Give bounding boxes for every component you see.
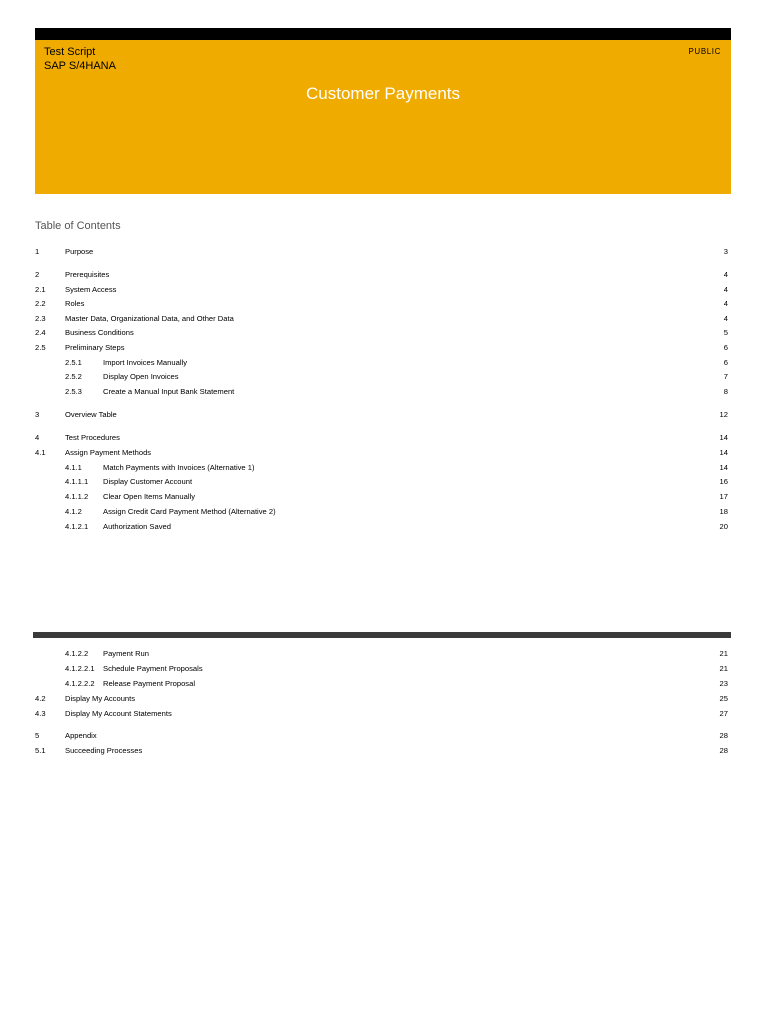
toc-entry-title: Business Conditions — [65, 328, 134, 337]
toc-entry-page-number: 16 — [719, 477, 728, 486]
toc-entry[interactable] — [35, 342, 731, 354]
toc-entry-title: Authorization Saved — [103, 522, 171, 531]
toc-entry-number: 4.1 — [35, 448, 46, 457]
toc-entry[interactable] — [35, 246, 731, 258]
toc-entry[interactable] — [35, 269, 731, 281]
toc-entry[interactable] — [35, 491, 731, 503]
toc-entry-page-number: 14 — [719, 448, 728, 457]
toc-entry[interactable] — [35, 506, 731, 518]
toc-entry-number: 2.1 — [35, 285, 46, 294]
toc-entry-number: 2 — [35, 270, 40, 279]
toc-entry[interactable] — [35, 745, 731, 757]
classification-label: PUBLIC — [688, 47, 721, 56]
toc-entry-title: Test Procedures — [65, 433, 120, 442]
toc-entry-page-number: 4 — [723, 299, 728, 308]
toc-entry-title: Schedule Payment Proposals — [103, 664, 203, 673]
header-black-bar — [35, 28, 731, 40]
toc-entry[interactable] — [35, 371, 731, 383]
toc-entry-title: Assign Payment Methods — [65, 448, 152, 457]
toc-entry-title: System Access — [65, 285, 117, 294]
toc-entry-number: 2.5 — [35, 343, 46, 352]
toc-entry-title: Payment Run — [103, 649, 150, 658]
toc-heading: Table of Contents — [35, 220, 121, 232]
toc-entry-title: Match Payments with Invoices (Alternative 1) — [103, 463, 255, 472]
toc-entry-page-number: 27 — [719, 709, 728, 718]
toc-entry-title: Master Data, Organizational Data, and Other Data — [65, 314, 234, 323]
toc-entry-title: Display Customer Account — [103, 477, 193, 486]
toc-entry-page-number: 20 — [719, 522, 728, 531]
toc-entry[interactable] — [35, 678, 731, 690]
toc-entry-number: 4.1.2.2 — [65, 649, 89, 658]
toc-entry-title: Prerequisites — [65, 270, 110, 279]
toc-entry-page-number: 21 — [719, 664, 728, 673]
toc-entry[interactable] — [35, 693, 731, 705]
toc-entry[interactable] — [35, 521, 731, 533]
toc-entry[interactable] — [35, 313, 731, 325]
toc-entry[interactable] — [35, 432, 731, 444]
toc-entry-page-number: 28 — [719, 731, 728, 740]
toc-entry-number: 4.3 — [35, 709, 46, 718]
toc-entry-page-number: 17 — [719, 492, 728, 501]
toc-entry[interactable] — [35, 327, 731, 339]
toc-entry-number: 2.3 — [35, 314, 46, 323]
toc-entry-number: 2.5.1 — [65, 358, 82, 367]
toc-entry[interactable] — [35, 386, 731, 398]
toc-entry-page-number: 12 — [719, 410, 728, 419]
toc-entry-page-number: 14 — [719, 463, 728, 472]
toc-entry-number: 4.1.2.1 — [65, 522, 89, 531]
toc-entry-title: Preliminary Steps — [65, 343, 125, 352]
toc-entry[interactable] — [35, 708, 731, 720]
toc-entry-page-number: 28 — [719, 746, 728, 755]
toc-entry-page-number: 23 — [719, 679, 728, 688]
toc-entry-title: Assign Credit Card Payment Method (Alternative 2) — [103, 507, 276, 516]
toc-entry-number: 4.1.2.2.1 — [65, 664, 95, 673]
toc-entry[interactable] — [35, 447, 731, 459]
toc-entry-title: Clear Open Items Manually — [103, 492, 196, 501]
toc-entry-page-number: 6 — [723, 358, 728, 367]
toc-entry-number: 4 — [35, 433, 40, 442]
toc-entry-number: 2.5.3 — [65, 387, 82, 396]
toc-entry-number: 3 — [35, 410, 40, 419]
toc-entry-number: 5.1 — [35, 746, 46, 755]
toc-entry-page-number: 4 — [723, 285, 728, 294]
page-separator — [33, 632, 731, 638]
toc-entry-title: Succeeding Processes — [65, 746, 143, 755]
document-type: Test Script — [44, 46, 96, 58]
toc-entry[interactable] — [35, 357, 731, 369]
toc-entry-title: Overview Table — [65, 410, 117, 419]
toc-entry[interactable] — [35, 648, 731, 660]
toc-entry[interactable] — [35, 663, 731, 675]
toc-entry-number: 1 — [35, 247, 40, 256]
title-banner — [35, 40, 731, 194]
toc-entry-number: 5 — [35, 731, 40, 740]
toc-entry[interactable] — [35, 284, 731, 296]
toc-entry-number: 4.2 — [35, 694, 46, 703]
toc-entry-title: Release Payment Proposal — [103, 679, 196, 688]
toc-entry-title: Appendix — [65, 731, 97, 740]
toc-entry-page-number: 6 — [723, 343, 728, 352]
toc-entry-number: 4.1.2 — [65, 507, 82, 516]
toc-entry-page-number: 4 — [723, 270, 728, 279]
toc-entry[interactable] — [35, 298, 731, 310]
toc-entry[interactable] — [35, 409, 731, 421]
toc-entry-title: Roles — [65, 299, 85, 308]
toc-entry-page-number: 8 — [723, 387, 728, 396]
toc-entry-title: Display My Account Statements — [65, 709, 172, 718]
toc-entry-title: Purpose — [65, 247, 94, 256]
toc-entry-page-number: 25 — [719, 694, 728, 703]
toc-entry-page-number: 21 — [719, 649, 728, 658]
toc-entry-number: 4.1.1 — [65, 463, 82, 472]
document-title: Customer Payments — [306, 84, 460, 103]
toc-entry[interactable] — [35, 476, 731, 488]
toc-entry-page-number: 18 — [719, 507, 728, 516]
toc-entry-number: 4.1.1.2 — [65, 492, 89, 501]
toc-entry-title: Display Open Invoices — [103, 372, 179, 381]
toc-entry-title: Display My Accounts — [65, 694, 136, 703]
toc-entry-title: Import Invoices Manually — [103, 358, 187, 367]
toc-entry-page-number: 5 — [723, 328, 728, 337]
toc-entry-number: 4.1.2.2.2 — [65, 679, 95, 688]
product-name: SAP S/4HANA — [44, 60, 116, 72]
toc-entry[interactable] — [35, 730, 731, 742]
toc-entry-page-number: 3 — [723, 247, 728, 256]
toc-entry-number: 2.5.2 — [65, 372, 82, 381]
toc-entry-page-number: 4 — [723, 314, 728, 323]
toc-entry-page-number: 7 — [723, 372, 728, 381]
toc-entry-page-number: 14 — [719, 433, 728, 442]
toc-entry-number: 2.2 — [35, 299, 46, 308]
toc-entry-number: 2.4 — [35, 328, 46, 337]
toc-entry-number: 4.1.1.1 — [65, 477, 89, 486]
toc-entry-title: Create a Manual Input Bank Statement — [103, 387, 235, 396]
toc-entry[interactable] — [35, 462, 731, 474]
